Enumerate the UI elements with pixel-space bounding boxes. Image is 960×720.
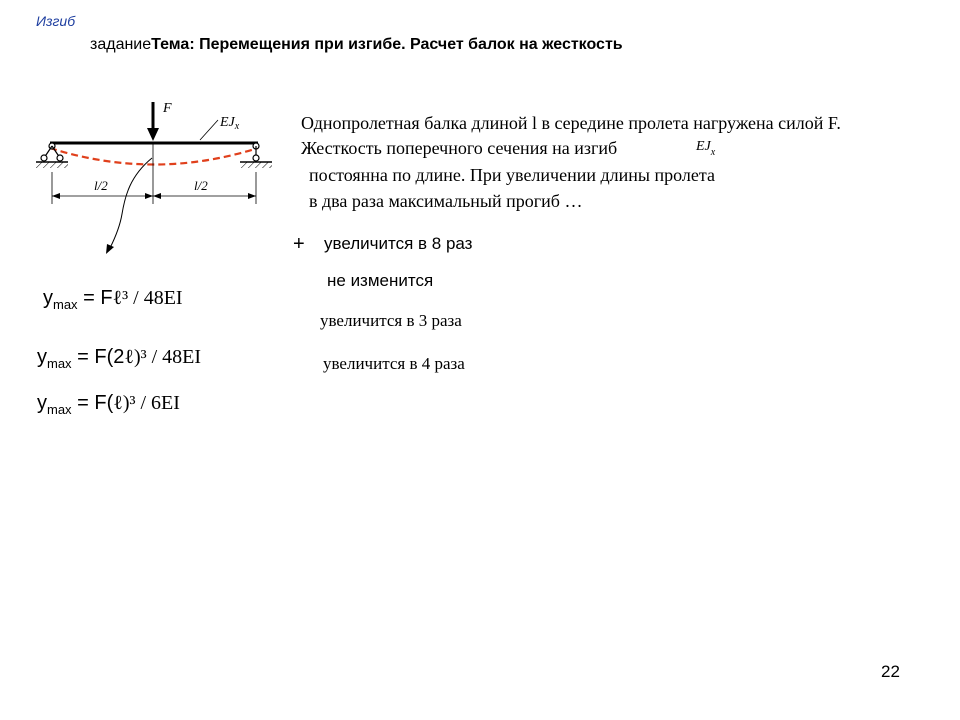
force-arrow [147,102,159,141]
correct-marker: + [293,233,305,255]
left-support [36,143,68,168]
page-title [90,36,623,54]
formula-2: $y_{max}$ = F(2ℓ)³ / 48EI [37,346,202,371]
question-line-2-text: Жесткость поперечного сечения на изгиб [301,138,618,158]
deflection-curve [50,148,258,165]
title-prefix: задание [90,36,152,53]
stiffness-label: $EJ_x$ [220,115,240,132]
question-line-3: постоянна по длине. При увеличении длины пролета [309,165,715,185]
section-title: Изгиб [36,13,76,29]
force-label: F [163,101,172,116]
page-number: 22 [881,662,900,681]
answer-option-2[interactable]: не изменится [327,271,434,290]
span-left-label: l/2 [94,178,108,193]
formula-1: $y_{max}$ = Fℓ³ / 48EI [43,287,183,312]
question-line-2 [301,138,617,159]
answer-option-1[interactable]: увеличится в 8 раз [324,234,473,253]
question-line-4: в два раза максимальный прогиб … [309,191,583,211]
formula-3: $y_{max}$ = F(ℓ)³ / 6EI [37,392,180,417]
answer-option-4[interactable]: увеличится в 4 раза [323,354,465,373]
question-line-1: Однопролетная балка длиной l в середине пролета нагружена силой F. [301,113,841,133]
right-support [240,143,272,168]
title-topic: Тема: Перемещения при изгибе. Расчет балок на жесткость [151,36,623,53]
stiffness-symbol: $EJ_x$ [696,139,716,158]
answer-option-3[interactable]: увеличится в 3 раза [320,311,462,330]
beam-diagram [30,96,280,266]
span-right-label: l/2 [194,178,208,193]
deflection-leader [110,158,152,248]
